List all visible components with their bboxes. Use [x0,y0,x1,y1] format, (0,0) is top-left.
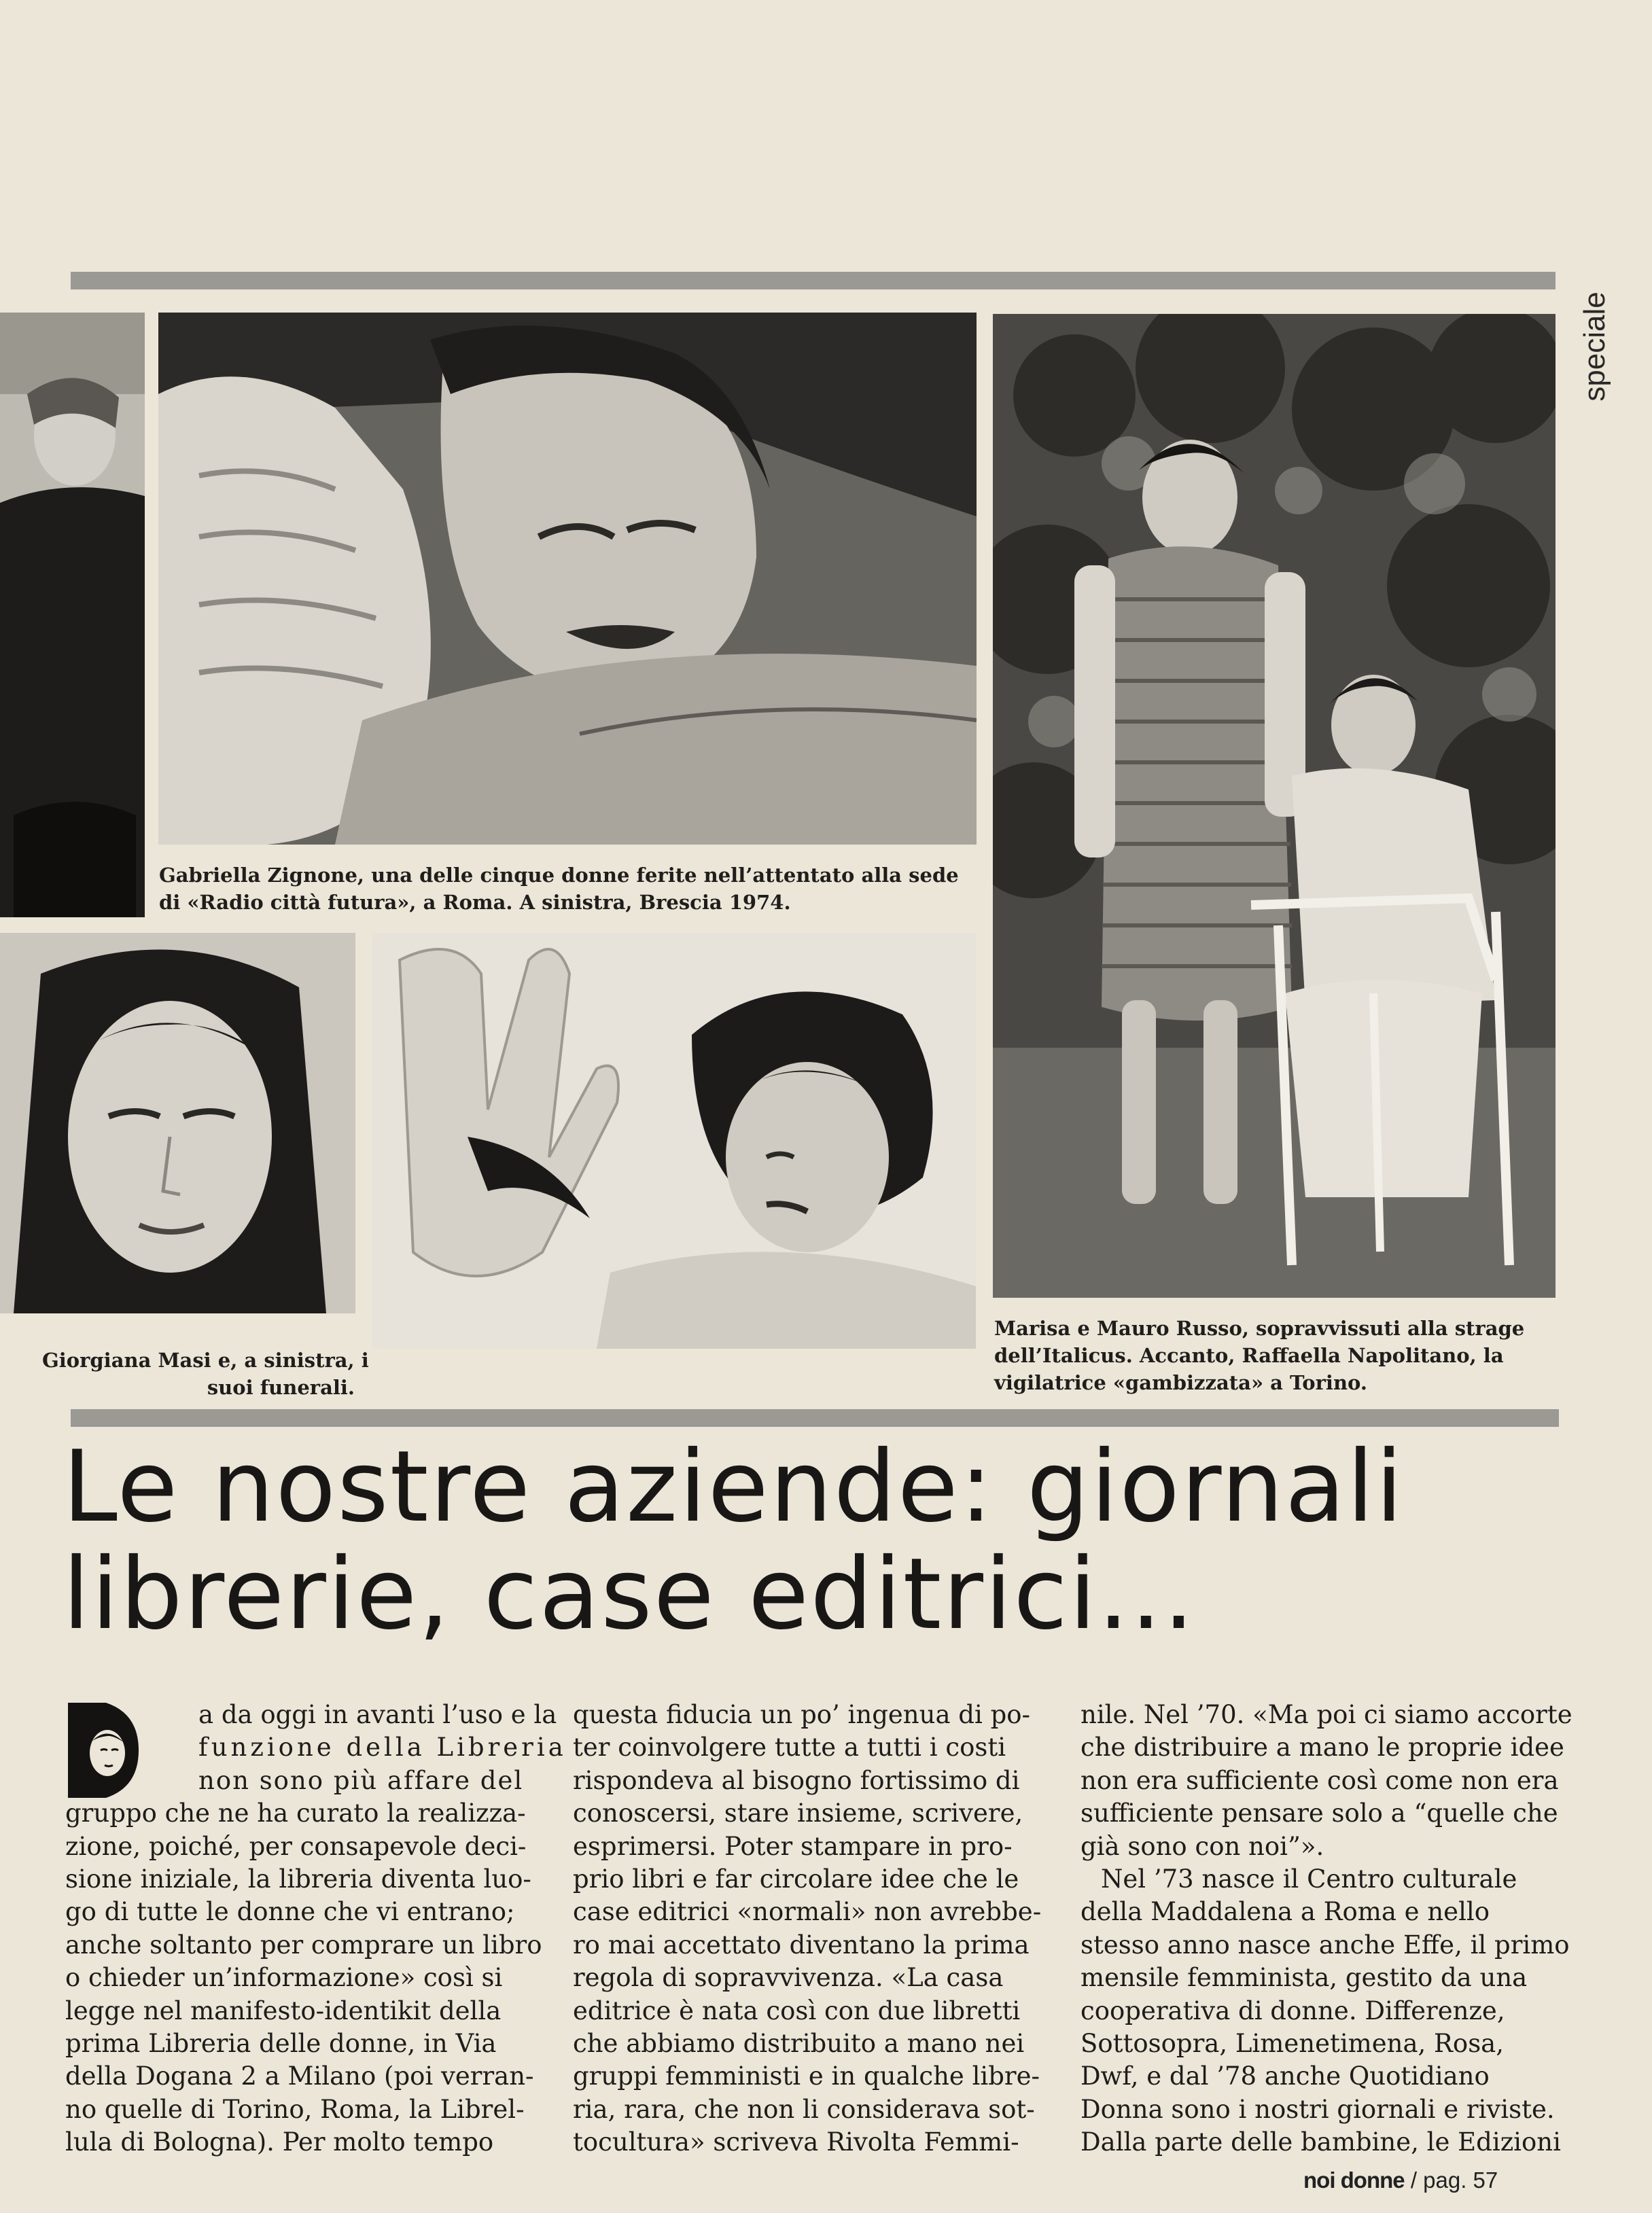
article-line: mensile femminista, gestito da una [1080,1963,1528,1993]
article-headline [63,1430,1524,1652]
article-line: conoscersi, stare insieme, scrivere, [573,1799,1023,1828]
photo-brescia-funeral [0,313,145,917]
article-line: regola di sopravvivenza. «La casa [573,1963,1004,1993]
article-line: editrice è nata così con due libretti [573,1996,1021,2025]
caption-russo [994,1315,1524,1396]
section-tag [1575,268,1615,425]
caption-russo-line: vigilatrice «gambizzata» a Torino. [994,1371,1367,1394]
article-line: non sono più affare del [198,1765,524,1795]
page-number: pag. 57 [1423,2167,1498,2193]
article-line: che abbiamo distribuito a mano nei [573,2029,1025,2059]
footer-separator: / [1410,2167,1417,2193]
article-line: prima Libreria delle donne, in Via [65,2029,497,2059]
article-line: go di tutte le donne che vi entrano; [65,1897,515,1927]
article-column-2 [573,1699,1062,2159]
article-line: Sottosopra, Limenetimena, Rosa, [1080,2029,1505,2059]
headline-line: librerie, case editrici... [63,1537,1196,1652]
article-line: che distribuire a mano le proprie idee [1080,1733,1564,1763]
section-label: speciale [1578,291,1611,402]
article-column-3 [1080,1699,1570,2159]
caption-zignone-line: di «Radio città futura», a Roma. A sinistra, Brescia 1974. [159,891,791,914]
article-line: sufficiente pensare solo a “quelle che [1080,1799,1558,1828]
article-line: gruppo che ne ha curato la realizza- [65,1799,526,1828]
top-rule [71,272,1556,289]
article-line: zione, poiché, per consapevole deci- [65,1831,527,1861]
article-line: esprimersi. Poter stampare in pro- [573,1831,1013,1861]
article-line: della Dogana 2 a Milano (poi verran- [65,2061,534,2091]
article-line: a da oggi in avanti l’uso e la [198,1700,557,1729]
article-line: Dalla parte delle bambine, le Edizioni [1080,2127,1561,2157]
caption-russo-line: dell’Italicus. Accanto, Raffaella Napolitano, la [994,1344,1504,1367]
article-line: no quelle di Torino, Roma, la Librel- [65,2094,525,2124]
article-line: anche soltanto per comprare un libro [65,1930,542,1960]
magazine-name: noi donne [1303,2167,1405,2193]
article-line: ria, rara, che non li considerava sot- [573,2094,1035,2124]
photo-raffaella-napolitano [372,933,976,1349]
article-line: funzione della Libreria [198,1733,567,1763]
caption-masi-line: suoi funerali. [207,1376,355,1399]
caption-russo-line: Marisa e Mauro Russo, sopravvissuti alla strage [994,1317,1525,1340]
article-line: Donna sono i nostri giornali e riviste. [1080,2094,1555,2124]
caption-masi [42,1347,369,1401]
article-line: rispondeva al bisogno fortissimo di [573,1765,1020,1795]
photo-marisa-mauro-russo [993,314,1556,1298]
article-line: cooperativa di donne. Differenze, [1080,1996,1505,2025]
article-column-1 [65,1699,567,2159]
article-line: già sono con noi”». [1080,1831,1324,1861]
headline-line: Le nostre aziende: giornali [63,1430,1405,1544]
photo-giorgiana-masi [0,933,355,1313]
article-line: della Maddalena a Roma e nello [1080,1897,1490,1927]
article-line: o chieder un’informazione» così si [65,1963,503,1993]
article-line: tocultura» scriveva Rivolta Femmi- [573,2127,1019,2157]
article-line: nile. Nel ’70. «Ma poi ci siamo accorte [1080,1700,1572,1729]
article-line: lula di Bologna). Per molto tempo [65,2127,494,2157]
article-line: stesso anno nasce anche Effe, il primo [1080,1930,1570,1960]
caption-zignone-line: Gabriella Zignone, una delle cinque donne ferite nell’attentato alla sede [159,864,959,887]
photo-gabriella-zignone [158,313,977,845]
article-line: legge nel manifesto-identikit della [65,1996,502,2025]
article-line: gruppi femministi e in qualche libre- [573,2061,1040,2091]
article-line: questa fiducia un po’ ingenua di po- [573,1700,1031,1729]
headline-rule [71,1409,1559,1427]
article-line: non era sufficiente così come non era [1080,1765,1559,1795]
article-line: ro mai accettato diventano la prima [573,1930,1030,1960]
article-line: Dwf, e dal ’78 anche Quotidiano [1080,2061,1490,2091]
page-footer [1303,2167,1498,2193]
article-line: sione iniziale, la libreria diventa luo- [65,1864,531,1894]
caption-masi-line: Giorgiana Masi e, a sinistra, i [42,1349,369,1372]
article-line: Nel ’73 nasce il Centro culturale [1101,1864,1517,1894]
article-line: prio libri e far circolare idee che le [573,1864,1019,1894]
article-line: case editrici «normali» non avrebbe- [573,1897,1042,1927]
caption-zignone [159,862,959,916]
article-line: ter coinvolgere tutte a tutti i costi [573,1733,1006,1763]
